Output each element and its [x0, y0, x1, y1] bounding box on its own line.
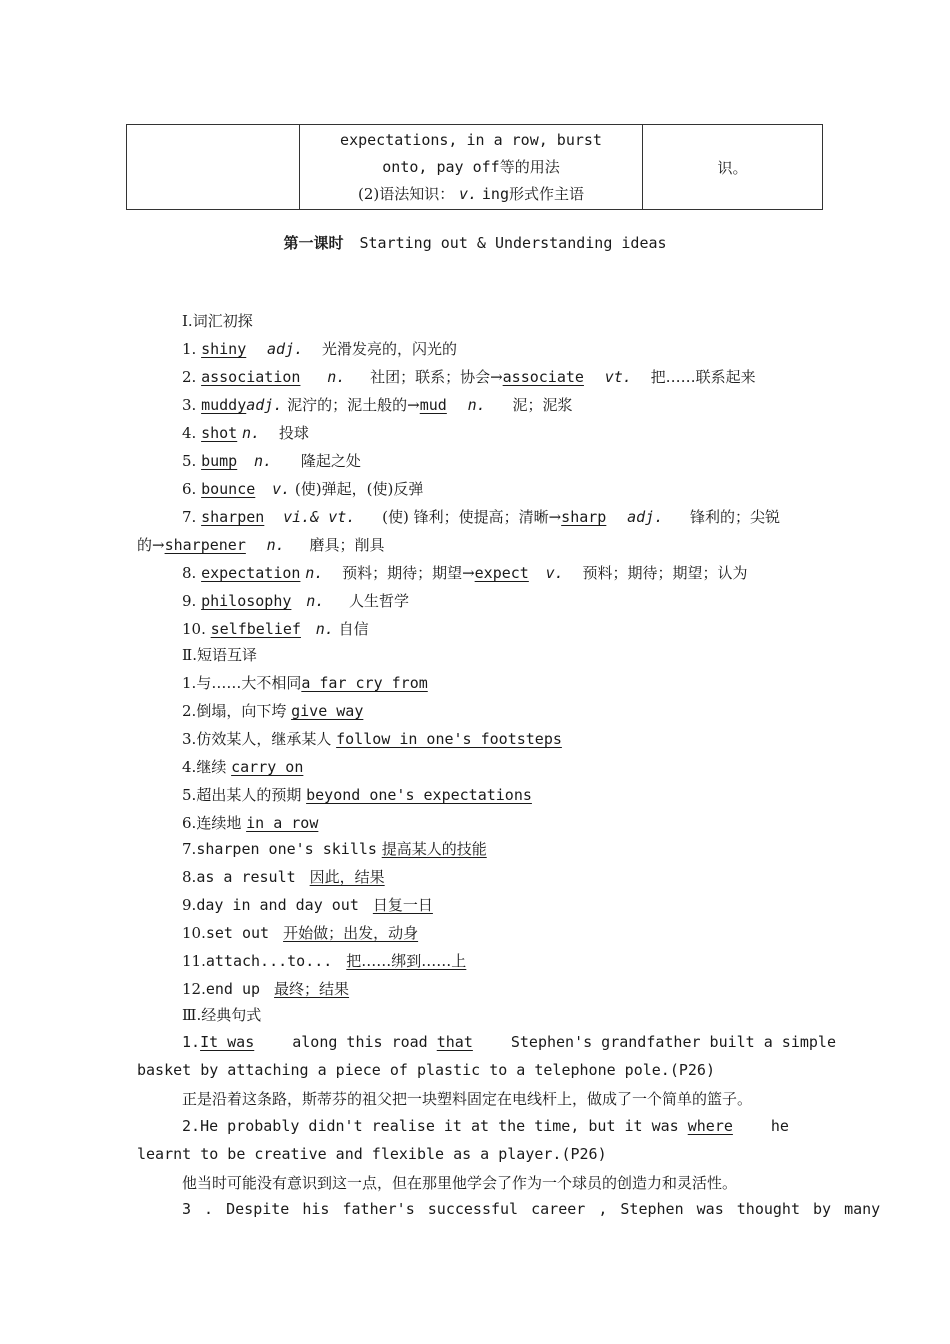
vocab-word: sharpen: [201, 508, 265, 526]
sentence-blank: that: [436, 1033, 473, 1051]
item-number: 7.: [182, 840, 197, 858]
vocab-meaning: 的→: [137, 536, 165, 554]
vocab-meaning: 磨具；削具: [309, 536, 385, 554]
phrase-item: [182, 922, 950, 943]
phrase-answer: 开始做；出发，动身: [283, 924, 419, 942]
vocab-meaning: 投球: [278, 424, 309, 442]
sentence-text: Stephen's grandfather built a simple: [510, 1033, 836, 1051]
phrase-prompt: sharpen one's skills: [196, 840, 377, 858]
phrase-item: [182, 950, 950, 971]
objectives-table: [126, 124, 823, 210]
sentence-line: learnt to be creative and flexible as a player.(P26): [137, 1145, 607, 1163]
item-number: 9.: [182, 896, 197, 914]
lesson-title: Starting out & Understanding ideas: [359, 234, 667, 252]
phrase-item: [182, 978, 950, 999]
vocab-meaning: (使)弹起，(使)反弹: [294, 480, 424, 498]
section-heading-sentences: Ⅲ.经典句式: [182, 1006, 262, 1024]
part-of-speech: adj.: [246, 396, 283, 414]
phrase-item: [182, 728, 950, 749]
phrase-answer: 提高某人的技能: [381, 840, 487, 858]
part-of-speech: n.: [306, 592, 325, 610]
table-cell-right: [643, 125, 823, 210]
vocab-item: [182, 366, 950, 387]
part-of-speech: n.: [242, 424, 261, 442]
item-number: 3.: [182, 730, 197, 748]
vocab-word: association: [201, 368, 301, 386]
vocab-meaning: 预料；期待；期望→: [342, 564, 475, 582]
phrase-item: [182, 756, 950, 777]
vocab-meaning: 自信: [338, 620, 369, 638]
table-text-line1: expectations, in a row, burst: [340, 130, 602, 149]
phrase-answer: give way: [291, 702, 364, 720]
item-number: 2.: [182, 702, 197, 720]
item-number: 1.: [182, 340, 197, 358]
phrase-prompt: 继续: [196, 758, 227, 776]
phrase-item: [182, 812, 950, 833]
table-text-line2: [300, 154, 642, 181]
sentence-line: 3 . Despite his father's successful career , Stephen was thought by many: [182, 1200, 881, 1218]
phrase-prompt: 倒塌，向下垮: [196, 702, 287, 720]
phrase-prompt: 仿效某人，继承某人: [196, 730, 332, 748]
part-of-speech: n.: [315, 620, 334, 638]
vocab-word: shot: [201, 424, 238, 442]
part-of-speech: n.: [254, 452, 273, 470]
phrase-prompt: end up: [205, 980, 261, 998]
item-number: 2.: [182, 368, 197, 386]
vocab-word: selfbelief: [210, 620, 301, 638]
vocab-derived-word: sharp: [561, 508, 607, 526]
vocab-meaning: 锋利的；尖锐: [690, 508, 781, 526]
item-number: 12.: [182, 980, 206, 998]
sentence-translation: 正是沿着这条路，斯蒂芬的祖父把一块塑料固定在电线杆上，做成了一个简单的篮子。: [182, 1090, 753, 1108]
phrase-item: [182, 784, 950, 805]
phrase-answer: a far cry from: [301, 674, 428, 692]
phrase-prompt: as a result: [196, 868, 296, 886]
phrase-prompt: 超出某人的预期: [196, 786, 302, 804]
item-number: 4.: [182, 424, 197, 442]
vocab-meaning: 隆起之处: [300, 452, 361, 470]
sentence-translation: 他当时可能没有意识到这一点，但在那里他学会了作为一个球员的创造力和灵活性。: [182, 1174, 738, 1192]
part-of-speech: n.: [467, 396, 486, 414]
phrase-item: [182, 700, 950, 721]
vocab-item: [182, 562, 950, 583]
part-of-speech: n.: [305, 564, 324, 582]
item-number: 8.: [182, 868, 197, 886]
vocab-meaning: 预料；期待；期望；认为: [582, 564, 748, 582]
item-number: 6.: [182, 480, 197, 498]
part-of-speech: v.: [272, 480, 291, 498]
lesson-heading: [0, 232, 950, 253]
table-text-line2-zh: 等的用法: [499, 157, 560, 176]
vocab-item: [182, 450, 950, 471]
sentence-line: [182, 1117, 950, 1135]
item-number: 1.: [182, 1033, 201, 1051]
item-number: 10.: [182, 620, 206, 638]
table-text-line2-en: onto, pay off: [382, 157, 500, 176]
vocab-item: [182, 478, 950, 499]
phrase-answer: 因此，结果: [309, 868, 385, 886]
phrase-answer: in a row: [246, 814, 319, 832]
vocab-meaning: 把……联系起来: [650, 368, 756, 386]
vocab-item: [182, 590, 950, 611]
part-of-speech: n.: [266, 536, 285, 554]
item-number: 1.: [182, 674, 197, 692]
part-of-speech: v.: [545, 564, 564, 582]
phrase-prompt: attach...to...: [205, 952, 333, 970]
sentence-blank: It was: [200, 1033, 255, 1051]
phrase-prompt: set out: [205, 924, 270, 942]
vocab-word: bounce: [201, 480, 256, 498]
vocab-word: muddy: [201, 396, 247, 414]
phrase-prompt: 与……大不相同: [196, 674, 302, 692]
part-of-speech: vi.& vt.: [283, 508, 356, 526]
vocab-word: shiny: [201, 340, 247, 358]
sentence-line: basket by attaching a piece of plastic to a telephone pole.(P26): [137, 1061, 715, 1079]
vocab-derived-word: associate: [502, 368, 584, 386]
item-number: 3.: [182, 396, 197, 414]
sentence-text: along this road: [292, 1033, 428, 1051]
vocab-meaning: 社团；联系；协会→: [370, 368, 503, 386]
vocab-derived-word: expect: [474, 564, 529, 582]
table-text-right: 识。: [717, 158, 748, 177]
table-cell-left: [127, 125, 300, 210]
item-number: 11.: [182, 952, 206, 970]
vocab-item: [182, 618, 950, 639]
section-heading-phrases: Ⅱ.短语互译: [182, 646, 257, 664]
vocab-meaning: 泥泞的；泥土般的→: [287, 396, 420, 414]
item-number: 5.: [182, 786, 197, 804]
vocab-derived-word: mud: [419, 396, 447, 414]
section-heading-vocab: Ⅰ.词汇初探: [182, 312, 253, 330]
vocab-item: [182, 506, 950, 527]
vocab-meaning: 泥；泥浆: [512, 396, 573, 414]
phrase-answer: 最终；结果: [274, 980, 350, 998]
phrase-item: [182, 838, 950, 859]
phrase-prompt: 连续地: [196, 814, 242, 832]
vocab-meaning: 人生哲学: [349, 592, 410, 610]
sentence-text: He probably didn't realise it at the time, but it was: [200, 1117, 679, 1135]
item-number: 2.: [182, 1117, 201, 1135]
table-text-line3-prefix: (2)语法知识：: [358, 184, 455, 203]
vocab-word: philosophy: [201, 592, 292, 610]
phrase-answer: 日复一日: [372, 896, 433, 914]
vocab-item: [182, 338, 950, 359]
part-of-speech: adj.: [267, 340, 304, 358]
item-number: 8.: [182, 564, 197, 582]
part-of-speech: vt.: [604, 368, 632, 386]
phrase-prompt: day in and day out: [196, 896, 359, 914]
vocab-meaning: (使) 锋利；使提高；清晰→: [382, 508, 562, 526]
item-number: 9.: [182, 592, 197, 610]
item-number: 6.: [182, 814, 197, 832]
vocab-item-continued: [137, 534, 950, 555]
part-of-speech: adj.: [627, 508, 664, 526]
vocab-word: bump: [201, 452, 238, 470]
vocab-meaning: 光滑发亮的，闪光的: [321, 340, 457, 358]
phrase-answer: carry on: [231, 758, 304, 776]
item-number: 5.: [182, 452, 197, 470]
item-number: 7.: [182, 508, 197, 526]
phrase-answer: follow in one's footsteps: [336, 730, 562, 748]
part-of-speech: n.: [327, 368, 346, 386]
vocab-item: [182, 394, 950, 415]
sentence-blank: where: [687, 1117, 733, 1135]
sentence-text: he: [770, 1117, 789, 1135]
phrase-item: [182, 672, 950, 693]
phrase-item: [182, 866, 950, 887]
vocab-derived-word: sharpener: [164, 536, 246, 554]
lesson-label: 第一课时: [283, 234, 344, 252]
vocab-word: expectation: [201, 564, 301, 582]
table-text-line3: [300, 181, 642, 208]
table-cell-content: [300, 125, 643, 210]
item-number: 4.: [182, 758, 197, 776]
table-text-line3-rest: ing形式作主语: [481, 184, 584, 203]
phrase-answer: beyond one's expectations: [306, 786, 532, 804]
item-number: 10.: [182, 924, 206, 942]
table-text-line3-pos: v.: [459, 184, 478, 203]
phrase-item: [182, 894, 950, 915]
vocab-item: [182, 422, 950, 443]
sentence-line: [182, 1033, 950, 1051]
phrase-answer: 把……绑到……上: [346, 952, 467, 970]
